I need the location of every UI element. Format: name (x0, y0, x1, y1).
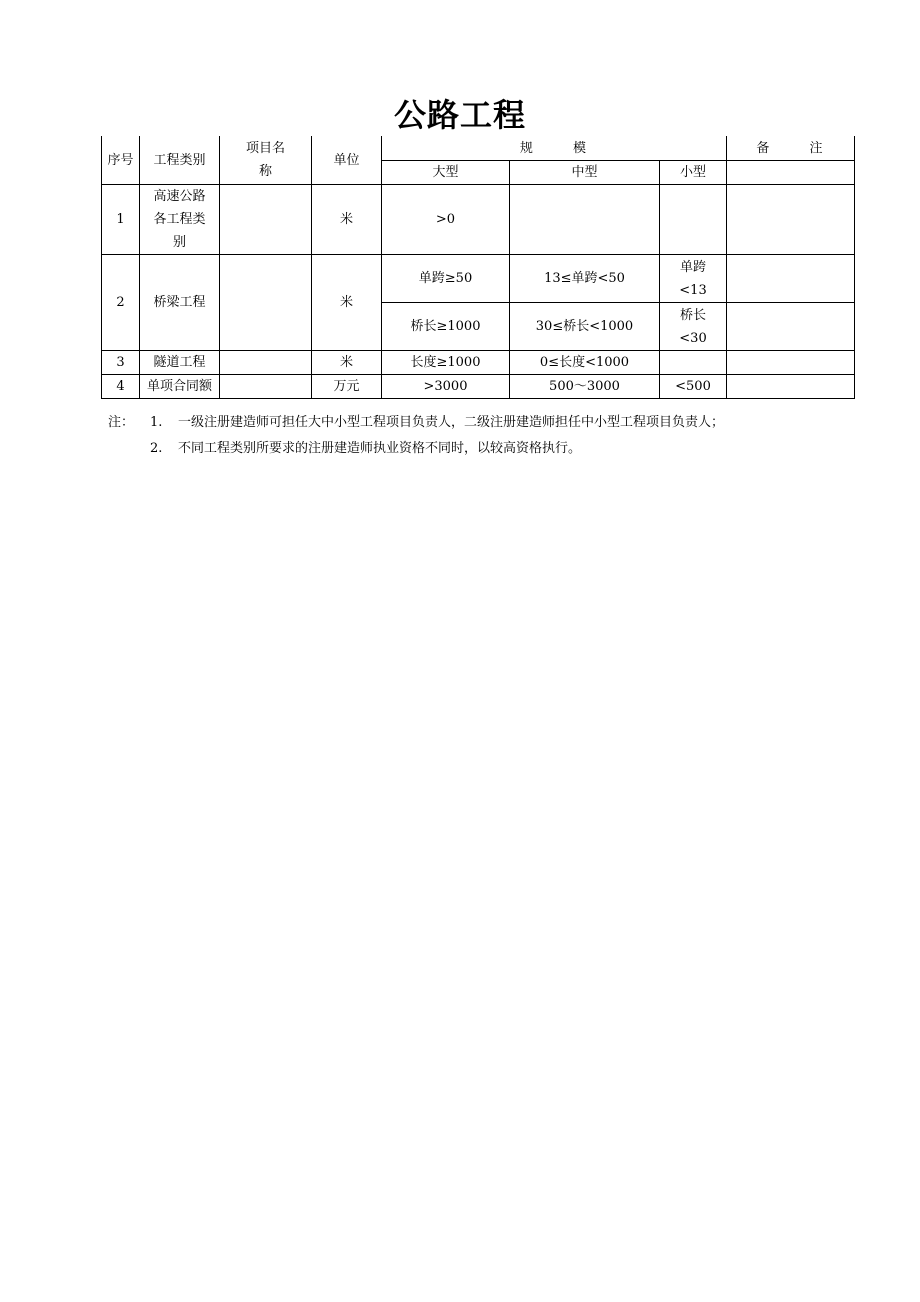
header-seq: 序号 (102, 136, 140, 185)
cell-remarks (727, 351, 855, 375)
cell-large: 桥长≥1000 (382, 303, 510, 351)
cell-remarks (727, 185, 855, 255)
cell-medium: 30≤桥长<1000 (510, 303, 660, 351)
table-row (102, 375, 855, 399)
header-medium: 中型 (510, 161, 660, 185)
table-row (102, 351, 855, 375)
header-small: 小型 (660, 161, 727, 185)
cell-unit: 米 (312, 255, 382, 351)
cell-small: 单跨<13 (660, 255, 727, 303)
notes-prefix-spacer (108, 436, 150, 462)
cell-medium: 0≤长度<1000 (510, 351, 660, 375)
page-title: 公路工程 (393, 96, 526, 134)
notes-section (108, 410, 828, 462)
cell-item-name (220, 351, 312, 375)
cell-medium (510, 185, 660, 255)
cell-unit: 米 (312, 185, 382, 255)
note-item (108, 410, 828, 436)
cell-seq: 1 (102, 185, 140, 255)
cell-item-name (220, 255, 312, 351)
header-category: 工程类别 (140, 136, 220, 185)
cell-small (660, 351, 727, 375)
cell-small (660, 185, 727, 255)
cell-large: >3000 (382, 375, 510, 399)
cell-remarks (727, 375, 855, 399)
project-scale-table (101, 136, 855, 399)
table-row (102, 185, 855, 255)
header-scale: 规 模 (382, 136, 727, 161)
header-row (102, 136, 855, 161)
cell-category: 高速公路各工程类别 (140, 185, 220, 255)
header-item-name: 项目名称 (220, 136, 312, 185)
notes-prefix: 注： (108, 415, 135, 430)
cell-unit: 万元 (312, 375, 382, 399)
note-number: 2. (150, 441, 163, 456)
note-text: 一级注册建造师可担任大中小型工程项目负责人，二级注册建造师担任中小型工程项目负责人； (178, 415, 725, 430)
note-item (108, 436, 828, 462)
cell-category: 桥梁工程 (140, 255, 220, 351)
cell-category: 隧道工程 (140, 351, 220, 375)
cell-unit: 米 (312, 351, 382, 375)
cell-small: 桥长<30 (660, 303, 727, 351)
header-large: 大型 (382, 161, 510, 185)
cell-remarks (727, 303, 855, 351)
cell-item-name (220, 185, 312, 255)
header-remarks: 备 注 (727, 136, 855, 161)
note-text: 不同工程类别所要求的注册建造师执业资格不同时，以较高资格执行。 (178, 441, 582, 456)
cell-seq: 3 (102, 351, 140, 375)
table-row (102, 255, 855, 303)
cell-seq: 2 (102, 255, 140, 351)
header-unit: 单位 (312, 136, 382, 185)
cell-large: 长度≥1000 (382, 351, 510, 375)
cell-seq: 4 (102, 375, 140, 399)
cell-large: 单跨≥50 (382, 255, 510, 303)
cell-small: <500 (660, 375, 727, 399)
note-number: 1. (150, 415, 163, 430)
cell-medium: 500～3000 (510, 375, 660, 399)
cell-medium: 13≤单跨<50 (510, 255, 660, 303)
cell-large: >0 (382, 185, 510, 255)
header-remarks-blank (727, 161, 855, 185)
cell-item-name (220, 375, 312, 399)
cell-category: 单项合同额 (140, 375, 220, 399)
cell-remarks (727, 255, 855, 303)
